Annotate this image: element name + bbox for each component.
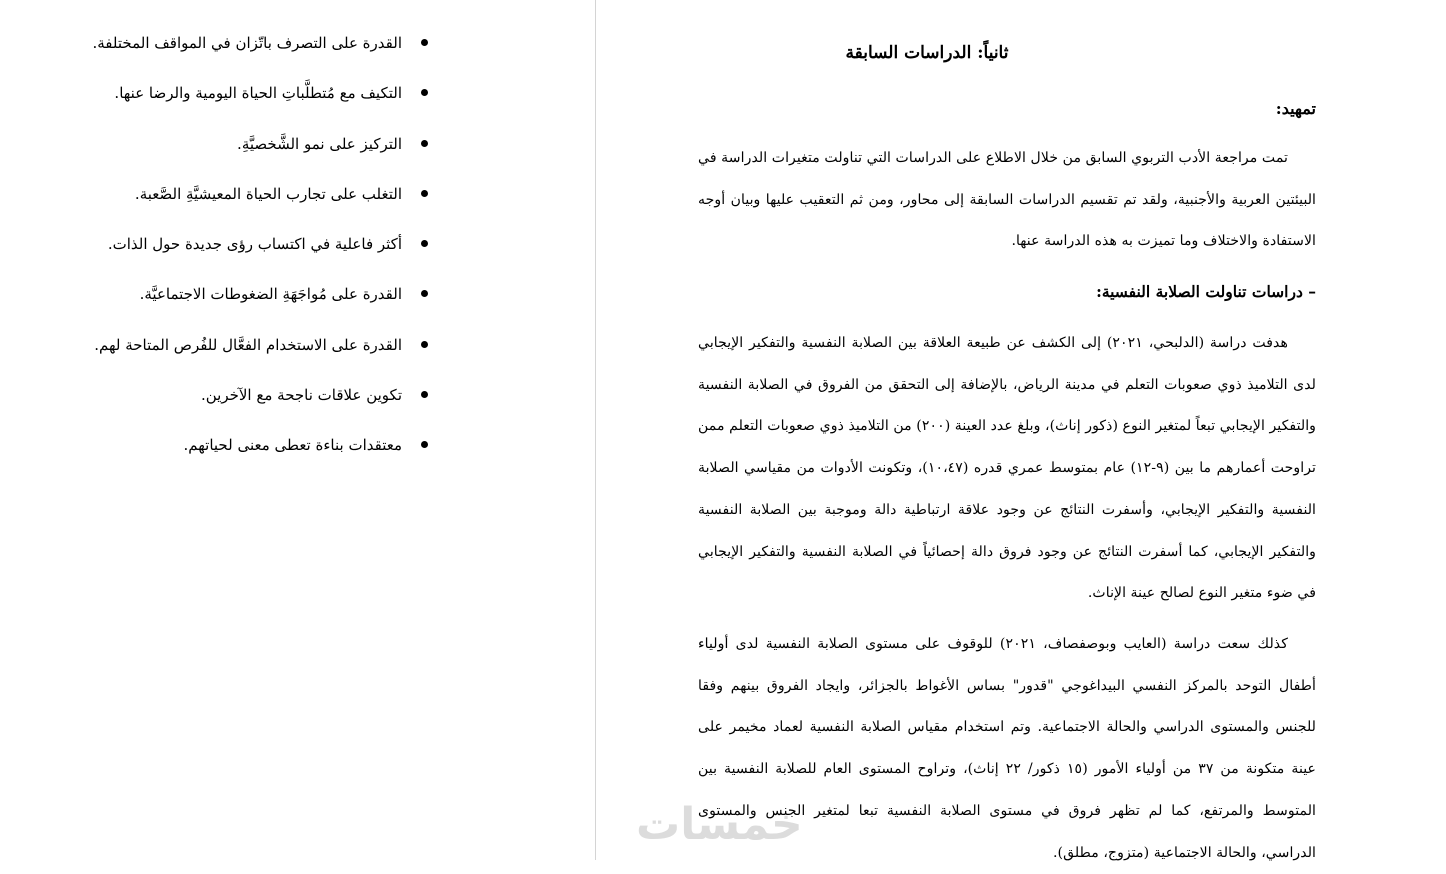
bullet-dot-icon — [421, 89, 428, 96]
list-item-text: القدرة على الاستخدام الفعَّال للفُرص المتاحة لهم. — [94, 335, 402, 354]
study-paragraph-dalbahi: هدفت دراسة (الدلبحي، ٢٠٢١) إلى الكشف عن طبيعة العلاقة بين الصلابة النفسية والتفكير الإيجابي لدى التلاميذ ذوي صعوبات التعلم في مدينة الرياض، بالإضافة إلى التحقق من الفروق في الصلابة النفسية والتفكير الإيجابي تبعاً لمتغير النوع (ذكور إناث)، وبلغ عدد العينة (٢٠٠) من التلاميذ ذوي صعوبات التعلم ممن تراوحت أعمارهم ما بين (٩-١٢) عام بمتوسط عمري قدره (١٠،٤٧)، وتكونت الأدوات من مقياسي الصلابة النفسية والتفكير الإيجابي، وأسفرت النتائج عن وجود علاقة ارتباطية دالة وموجبة بين الصلابة النفسية والتفكير الإيجابي، كما أسفرت النتائج عن وجود فروق دالة إحصائياً في الصلابة النفسية والتفكير الإيجابي في ضوء متغير النوع لصالح عينة الإناث. — [698, 335, 1317, 602]
bullet-list — [90, 22, 430, 475]
intro-paragraph: تمت مراجعة الأدب التربوي السابق من خلال الاطلاع على الدراسات التي تناولت متغيرات الدراسة في البيئتين العربية والأجنبية، ولقد تم تقسيم الدراسات السابقة إلى محاور، ومن ثم التعقيب عليها وبيان أوجه الاستفادة والاختلاف وما تميزت به هذه الدراسة عنها. — [698, 150, 1316, 250]
list-item-text: أكثر فاعلية في اكتساب رؤى جديدة حول الذات. — [107, 235, 402, 254]
list-item-text: التغلب على تجارب الحياة المعيشيَّةِ الصَّعبة. — [134, 184, 402, 203]
list-item-text: التكيف مع مُتطلَّباتِ الحياة اليومية والرضا عنها. — [114, 84, 402, 103]
list-item-text: القدرة على مُواجَهَةِ الضغوطات الاجتماعيَّة. — [139, 285, 402, 304]
bullet-dot-icon — [421, 290, 428, 297]
page-divider — [595, 0, 596, 860]
intro-heading: تمهيد: — [1275, 99, 1316, 118]
list-item — [90, 324, 430, 374]
bullet-dot-icon — [421, 391, 428, 398]
bullet-dot-icon — [421, 140, 428, 147]
list-item-text: القدرة على التصرف باتّزان في المواقف المختلفة. — [92, 34, 402, 52]
list-item — [90, 72, 430, 122]
list-item-text: التركيز على نمو الشَّخصيَّةِ. — [237, 134, 402, 153]
study-paragraph-alayeb: كذلك سعت دراسة (العايب وبوصفصاف، ٢٠٢١) للوقوف على مستوى الصلابة النفسية لدى أولياء أطفال التوحد بالمركز النفسي البيداغوجي "قدور" بساس الأغواط بالجزائر، وايجاد الفروق بينهم وفقا للجنس والمستوى الدراسي والحالة الاجتماعية. وتم استخدام مقياس الصلابة النفسية لعماد مخيمر على عينة متكونة من ٣٧ من أولياء الأمور (١٥ ذكور/ ٢٢ إناث)، وتراوح المستوى العام للصلابة النفسية بين المتوسط والمرتفع، كما لم تظهر فروق في مستوى الصلابة النفسية تبعا لمتغير الجنس والمستوى الدراسي، والحالة الاجتماعية (متزوج، مطلق). — [698, 636, 1316, 861]
section-title: ثانياً: الدراسات السابقة — [845, 43, 1009, 63]
bullet-dot-icon — [421, 39, 428, 46]
list-item — [90, 22, 430, 72]
list-item — [90, 123, 430, 173]
list-item — [90, 173, 430, 223]
bullet-dot-icon — [421, 190, 428, 197]
subsection-heading: – دراسات تناولت الصلابة النفسية: — [1096, 282, 1316, 301]
bullet-dot-icon — [421, 240, 428, 247]
bullet-dot-icon — [421, 341, 428, 348]
list-item — [90, 273, 430, 323]
list-item — [90, 424, 430, 474]
list-item — [90, 223, 430, 273]
watermark-logo: خمسات — [636, 799, 803, 850]
list-item-text: تكوين علاقات ناجحة مع الآخرين. — [200, 386, 402, 405]
list-item-text: معتقدات بناءة تعطى معنى لحياتهم. — [183, 436, 402, 455]
bullet-dot-icon — [421, 441, 428, 448]
list-item — [90, 374, 430, 424]
